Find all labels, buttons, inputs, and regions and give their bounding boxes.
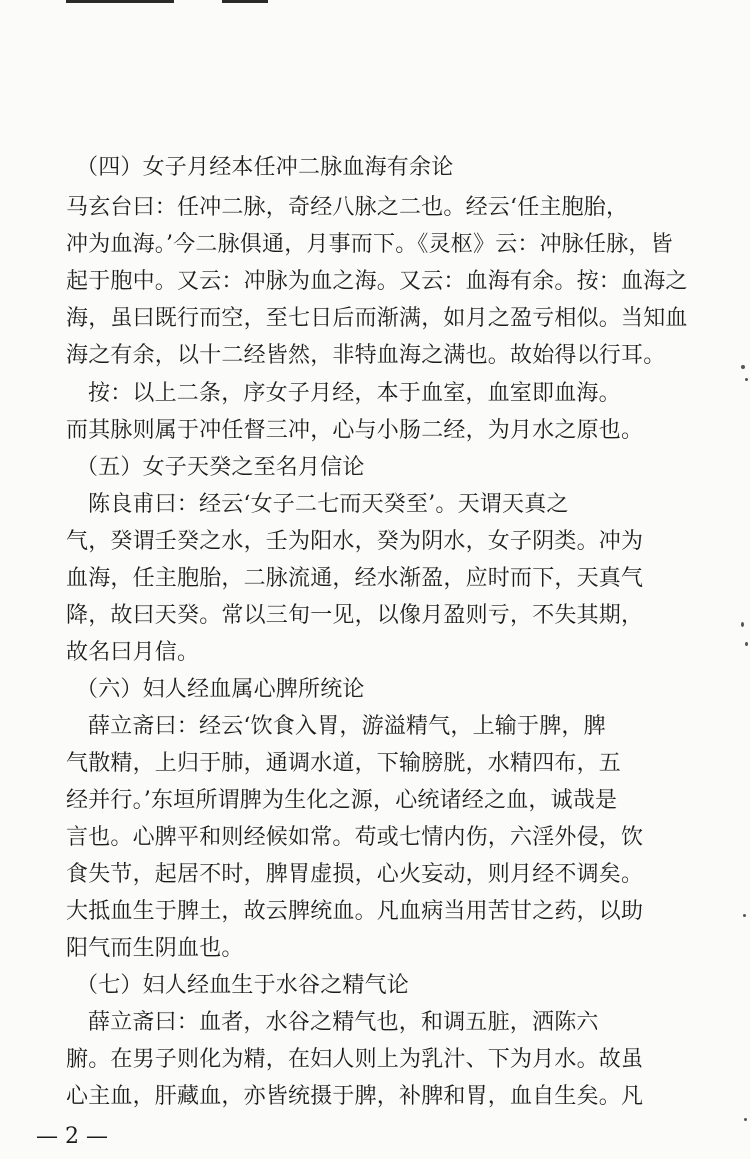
text-line: 而其脉则属于冲任督三冲，心与小肠二经，为月水之原也。 (66, 418, 644, 443)
text-line: 血海，任主胞胎，二脉流通，经水渐盈，应时而下，天真气 (66, 566, 644, 591)
scan-speck (744, 1118, 747, 1121)
scan-speck (745, 378, 748, 381)
section-heading-4: （四）女子月经本任冲二脉血海有余论 (76, 155, 454, 180)
text-line: 经并行。’东垣所谓脾为生化之源，心统诸经之血，诚哉是 (66, 788, 618, 813)
scan-speck (741, 365, 745, 369)
text-line: 降，故曰天癸。常以三旬一见，以像月盈则亏，不失其期， (66, 603, 644, 628)
scan-speck (741, 622, 744, 627)
text-line: 言也。心脾平和则经候如常。苟或七情内伤，六淫外侵，饮 (66, 825, 644, 850)
text-line: 海，虽曰既行而空，至七日后而渐满，如月之盈亏相似。当知血 (66, 306, 688, 331)
section-heading-5: （五）女子天癸之至名月信论 (76, 455, 365, 480)
scan-speck (745, 642, 748, 646)
text-line: 海之有余，以十二经皆然，非特血海之满也。故始得以行耳。 (66, 343, 666, 368)
section-heading-6: （六）妇人经血属心脾所统论 (76, 677, 365, 702)
text-line: 大抵血生于脾土，故云脾统血。凡血病当用苦甘之药，以助 (66, 899, 644, 924)
text-line: 冲为血海。’今二脉俱通，月事而下。《灵枢》云：冲脉任脉，皆 (66, 232, 673, 257)
text-line: 薛立斋曰：经云‘饮食入胃，游溢精气，上输于脾，脾 (88, 714, 606, 739)
section-heading-7: （七）妇人经血生于水谷之精气论 (76, 973, 410, 998)
text-line: 起于胞中。又云：冲脉为血之海。又云：血海有余。按：血海之 (66, 269, 688, 294)
text-line: 气，癸谓壬癸之水，壬为阳水，癸为阴水，女子阴类。冲为 (66, 529, 644, 554)
text-line: 按：以上二条，序女子月经，本于血室，血室即血海。 (88, 381, 621, 406)
text-line: 腑。在男子则化为精，在妇人则上为乳汁、下为月水。故虽 (66, 1047, 644, 1072)
text-line: 薛立斋曰：血者，水谷之精气也，和调五脏，洒陈六 (88, 1010, 599, 1035)
text-line: 故名曰月信。 (66, 640, 200, 665)
text-line: 气散精，上归于肺，通调水道，下输膀胱，水精四布，五 (66, 751, 622, 776)
page-number: — 2 — (36, 1124, 108, 1149)
text-line: 陈良甫曰：经云‘女子二七而天癸至’。天谓天真之 (88, 492, 569, 517)
text-line: 食失节，起居不时，脾胃虚损，心火妄动，则月经不调矣。 (66, 862, 644, 887)
text-line: 阳气而生阴血也。 (66, 936, 244, 961)
scan-speck (743, 914, 746, 917)
text-line: 马玄台曰：任冲二脉，奇经八脉之二也。经云‘任主胞胎， (66, 195, 629, 220)
text-line: 心主血，肝藏血，亦皆统摄于脾，补脾和胃，血自生矣。凡 (66, 1084, 644, 1109)
